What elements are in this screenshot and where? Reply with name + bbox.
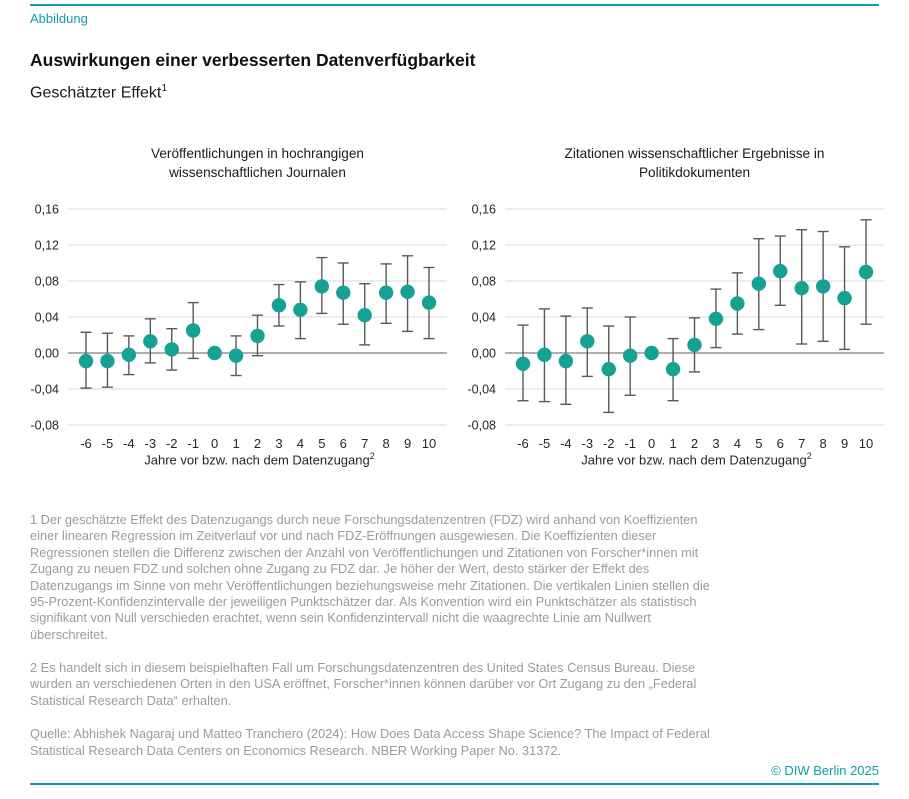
y-tick-label: 0,12 [471,238,496,253]
data-point [816,279,830,293]
figure-notes [30,512,722,759]
y-tick-label: 0,16 [34,202,59,217]
x-tick-label: 4 [296,436,304,451]
data-point [687,338,701,352]
coefficient-plot-citations [459,195,890,453]
coefficient-plot-publications [22,195,453,453]
x-tick-label: 6 [339,436,347,451]
data-point [644,346,658,360]
footnote-1-marker: 1 [161,82,168,94]
y-tick-label: -0,04 [467,382,496,397]
data-point [143,334,157,348]
x-tick-label: 7 [361,436,369,451]
source-line: Quelle: Abhishek Nagaraj und Matteo Tranchero (2024): How Does Data Access Shape Science? The Impact of Federal Statistical Research Data Centers on Economics Research. NBER Working Paper No. 31372. [30,726,710,758]
data-point [773,264,787,278]
charts-row [22,144,890,467]
data-point [602,362,616,376]
chart-title-line: Zitationen wissenschaftlicher Ergebnisse in [564,146,825,161]
y-tick-label: -0,08 [30,418,59,433]
y-tick-label: 0,00 [34,346,59,361]
x-tick-label: -2 [165,436,178,451]
data-point [272,298,286,312]
figure-subtitle [30,82,879,102]
chart-title-line: Politikdokumenten [638,165,751,181]
data-point [100,354,114,368]
data-point [336,286,350,300]
data-point [559,354,573,368]
x-tick-label: -5 [538,436,551,451]
x-tick-label: 6 [776,436,784,451]
x-tick-label: -1 [624,436,636,451]
x-tick-label: 3 [275,436,283,451]
data-point [580,334,594,348]
x-tick-label: -4 [123,436,135,451]
data-point [357,308,371,322]
data-point [186,323,200,337]
data-point [165,342,179,356]
chart-panel-publications [22,144,453,467]
x-tick-label: 3 [712,436,720,451]
x-tick-label: 5 [755,436,763,451]
figure-kicker: Abbildung [30,11,88,26]
x-tick-label: 1 [669,436,677,451]
figure-title: Auswirkungen einer verbesserten Datenverfügbarkeit [30,50,476,70]
data-point [422,295,436,309]
data-point [516,357,530,371]
y-tick-label: 0,00 [471,346,496,361]
data-point [794,281,808,295]
chart-title-line: wissenschaftlichen Journalen [169,165,346,181]
y-tick-label: 0,12 [34,238,59,253]
x-tick-label: 9 [403,436,412,451]
top-divider [30,4,879,6]
x-tick-label: 7 [798,436,806,451]
x-tick-label: 0 [648,436,656,451]
x-tick-label: -6 [517,436,529,451]
x-tick-label: 2 [690,436,699,451]
data-point [666,362,680,376]
chart-title-publications [22,144,453,183]
copyright: © DIW Berlin 2025 [771,763,879,778]
data-point [207,346,221,360]
data-point [250,329,264,343]
data-point [293,303,307,317]
data-point [400,285,414,299]
x-axis-title-text: Jahre vor bzw. nach dem Datenzugang [581,452,807,468]
footnote-2: 2 Es handelt sich in diesem beispielhaften Fall um Forschungsdatenzentren des United States Census Bureau. Diese wurden an verschiedenen Orten in den USA eröffnet, Forscher*innen können darüber vor Ort Zugang zu den „Federal Statistical Research Data“ erhalten. [30,660,697,708]
data-point [537,348,551,362]
y-tick-label: 0,08 [34,274,59,289]
x-tick-label: -6 [80,436,92,451]
y-tick-label: 0,16 [471,202,496,217]
figure-footer [30,763,879,785]
chart-title-citations [459,144,890,183]
data-point [730,296,744,310]
chart-title-line: Veröffentlichungen in hochrangigen [151,146,364,161]
data-point [623,349,637,363]
y-tick-label: 0,04 [471,310,496,325]
x-tick-label: 0 [211,436,219,451]
data-point [837,291,851,305]
x-tick-label: -2 [602,436,615,451]
data-point [315,279,329,293]
footnote-2-marker: 2 [369,451,375,461]
x-axis-title-text: Jahre vor bzw. nach dem Datenzugang [144,452,370,468]
x-tick-label: 10 [858,436,874,451]
y-tick-label: 0,08 [471,274,496,289]
y-tick-label: -0,08 [467,418,496,433]
x-tick-label: 8 [382,436,390,451]
x-tick-label: 8 [819,436,827,451]
x-tick-label: 1 [232,436,240,451]
footnote-1: 1 Der geschätzte Effekt des Datenzugangs durch neue Forschungsdatenzentren (FDZ) wird anhand von Koeffizienten einer linearen Regression im Zeitverlauf vor und nach FDZ-Eröffnungen ausgewiesen. Die Koeffizienten dieser Regressionen stellen die Differenz zwischen der Anzahl von Veröffentlichungen und Zitationen von Forscher*innen mit Zugang zu neuen FDZ und solchen ohne Zugang zu FDZ dar. Je höher der Wert, desto stärker der Effekt des Datenzugangs im Sinne von mehr Veröffentlichungen beziehungsweise mehr Zitationen. Die vertikalen Linien stellen die 95-Prozent-Konfidenzintervalle der jeweiligen Punktschätzer dar. Als Konvention wird ein Punktschätzer als statistisch signifikant von Null verschieden erachtet, wenn sein Konfidenzintervall nicht die waagrechte Linie am Nullwert überschreitet. [30,512,710,642]
x-tick-label: 5 [318,436,326,451]
data-point [752,277,766,291]
x-tick-label: 4 [733,436,741,451]
data-point [122,348,136,362]
y-tick-label: 0,04 [34,310,59,325]
x-axis-title [459,451,890,467]
bottom-divider [30,783,879,785]
x-tick-label: -5 [101,436,114,451]
footnote-2-marker: 2 [806,451,812,461]
data-point [229,349,243,363]
data-point [859,265,873,279]
figure-header [30,4,879,102]
x-tick-label: 9 [840,436,849,451]
x-tick-label: -4 [560,436,572,451]
data-point [709,312,723,326]
data-point [379,286,393,300]
x-tick-label: -3 [581,436,594,451]
chart-panel-citations [459,144,890,467]
data-point [79,354,93,368]
figure-subtitle-text: Geschätzter Effekt [30,84,162,102]
x-tick-label: -1 [187,436,199,451]
x-axis-title [22,451,453,467]
x-tick-label: -3 [144,436,157,451]
x-tick-label: 10 [421,436,437,451]
x-tick-label: 2 [253,436,262,451]
y-tick-label: -0,04 [30,382,59,397]
